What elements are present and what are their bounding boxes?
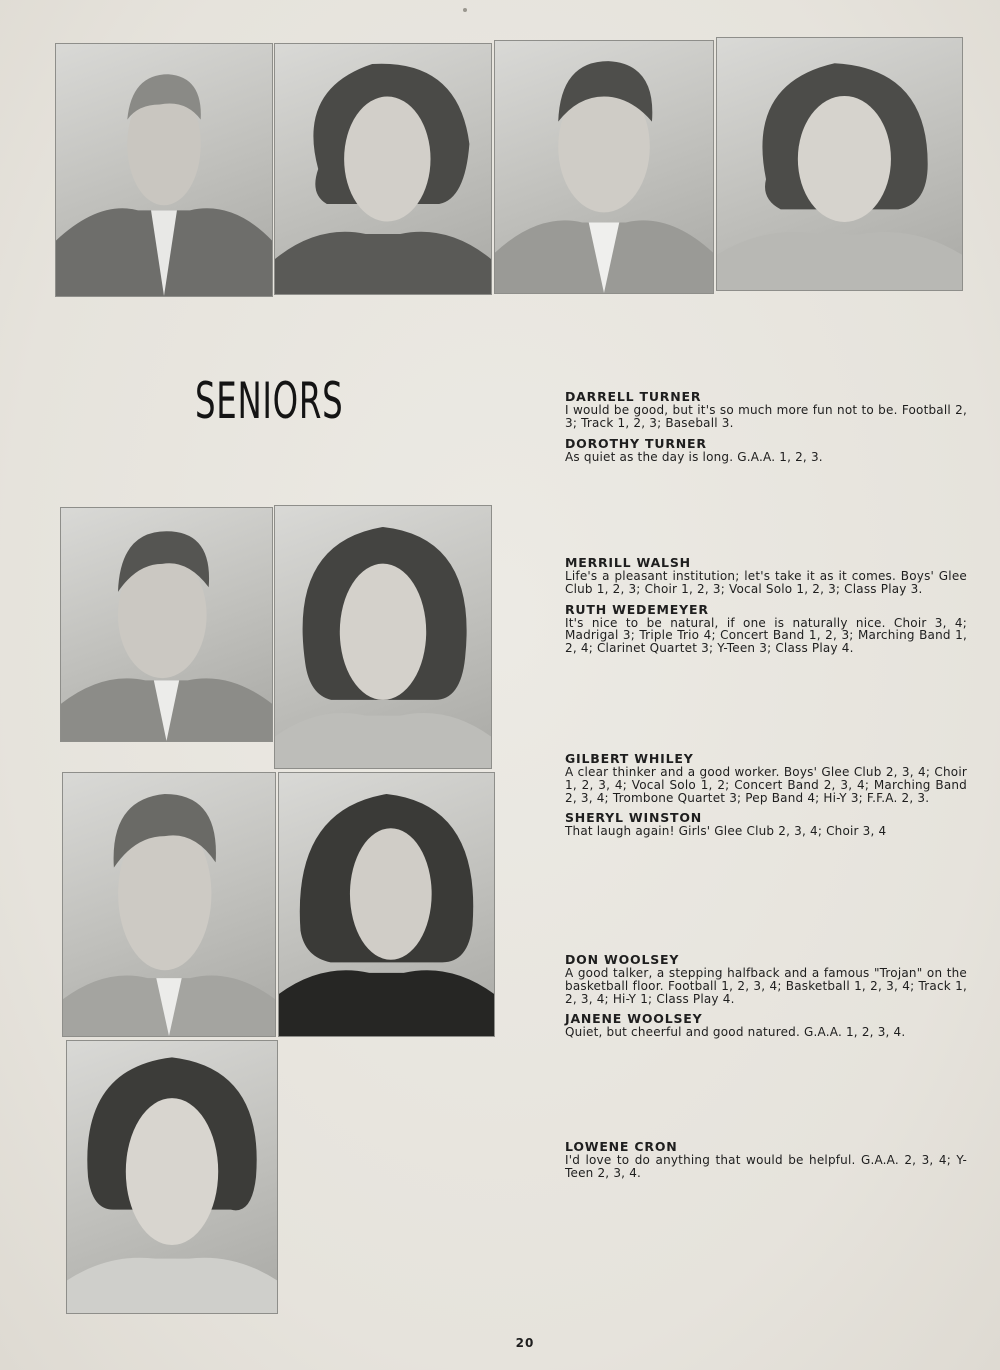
student-name: GILBERT WHILEY: [565, 751, 694, 766]
student-name: DOROTHY TURNER: [565, 435, 707, 451]
student-description: That laugh again! Girls' Glee Club 2, 3, 4; Choir 3, 4: [565, 824, 887, 839]
student-name: DARRELL TURNER: [565, 389, 702, 404]
student-description: I'd love to do anything that would be helpful. G.A.A. 2, 3, 4; Y-Teen 2, 3, 4.: [565, 1153, 967, 1180]
portrait-darrell-turner: [55, 43, 273, 297]
portrait-lowene-cron: [66, 1040, 278, 1314]
page-number: 20: [515, 1336, 535, 1350]
student-description: I would be good, but it's so much more fun not to be. Football 2, 3; Track 1, 2, 3; Baseball 3.: [565, 403, 967, 430]
student-name: SHERYL WINSTON: [565, 810, 703, 826]
paper-speck: [463, 8, 467, 12]
entry-merrill-walsh: [565, 555, 967, 661]
entry-gilbert-whiley: [565, 751, 967, 844]
student-name: MERRILL WALSH: [565, 555, 691, 570]
portrait-gilbert-whiley: [62, 772, 276, 1037]
student-description: Quiet, but cheerful and good natured. G.A.A. 1, 2, 3, 4.: [565, 1025, 906, 1040]
student-name: DON WOOLSEY: [565, 952, 680, 967]
student-description: A good talker, a stepping halfback and a famous "Trojan" on the basketball floor. Football 1, 2, 3, 4; Basketball 1, 2, 3, 4; Track 1, 2, 3, 4; Hi-Y 1; Class Play 4.: [565, 966, 967, 1006]
student-name: RUTH WEDEMEYER: [565, 601, 709, 617]
section-heading: SENIORS: [195, 372, 344, 430]
portrait-sheryl-winston: [278, 772, 495, 1037]
portrait-merrill-walsh-top: [494, 40, 714, 294]
student-description: Life's a pleasant institution; let's take it as it comes. Boys' Glee Club 1, 2, 3; Choir 1, 2, 3; Vocal Solo 1, 2, 3; Class Play 3.: [565, 569, 967, 596]
portrait-dorothy-turner-alt: [716, 37, 963, 291]
student-description: A clear thinker and a good worker. Boys' Glee Club 2, 3, 4; Choir 1, 2, 3, 4; Vocal Solo 1, 2; Concert Band 2, 3, 4; Marching Band 2, 3, 4; Trombone Quartet 3; Pep Band 4; Hi-Y 3; F.F.A. 2, 3.: [565, 765, 967, 805]
entry-lowene-cron: [565, 1139, 967, 1186]
portrait-dorothy-turner: [274, 43, 492, 295]
entry-don-woolsey: [565, 952, 967, 1045]
portrait-ruth-wedemeyer: [274, 505, 492, 769]
student-description: It's nice to be natural, if one is naturally nice. Choir 3, 4; Madrigal 3; Triple Trio 4; Concert Band 1, 2, 3; Marching Band 1, 2, 4; Clarinet Quartet 3; Y-Teen 3; Class Play 4.: [565, 615, 967, 656]
student-name: LOWENE CRON: [565, 1139, 678, 1154]
student-name: JANENE WOOLSEY: [565, 1011, 703, 1027]
student-description: As quiet as the day is long. G.A.A. 1, 2, 3.: [565, 449, 823, 464]
portrait-merrill-walsh: [60, 507, 273, 742]
entry-darrell-turner: [565, 389, 967, 469]
